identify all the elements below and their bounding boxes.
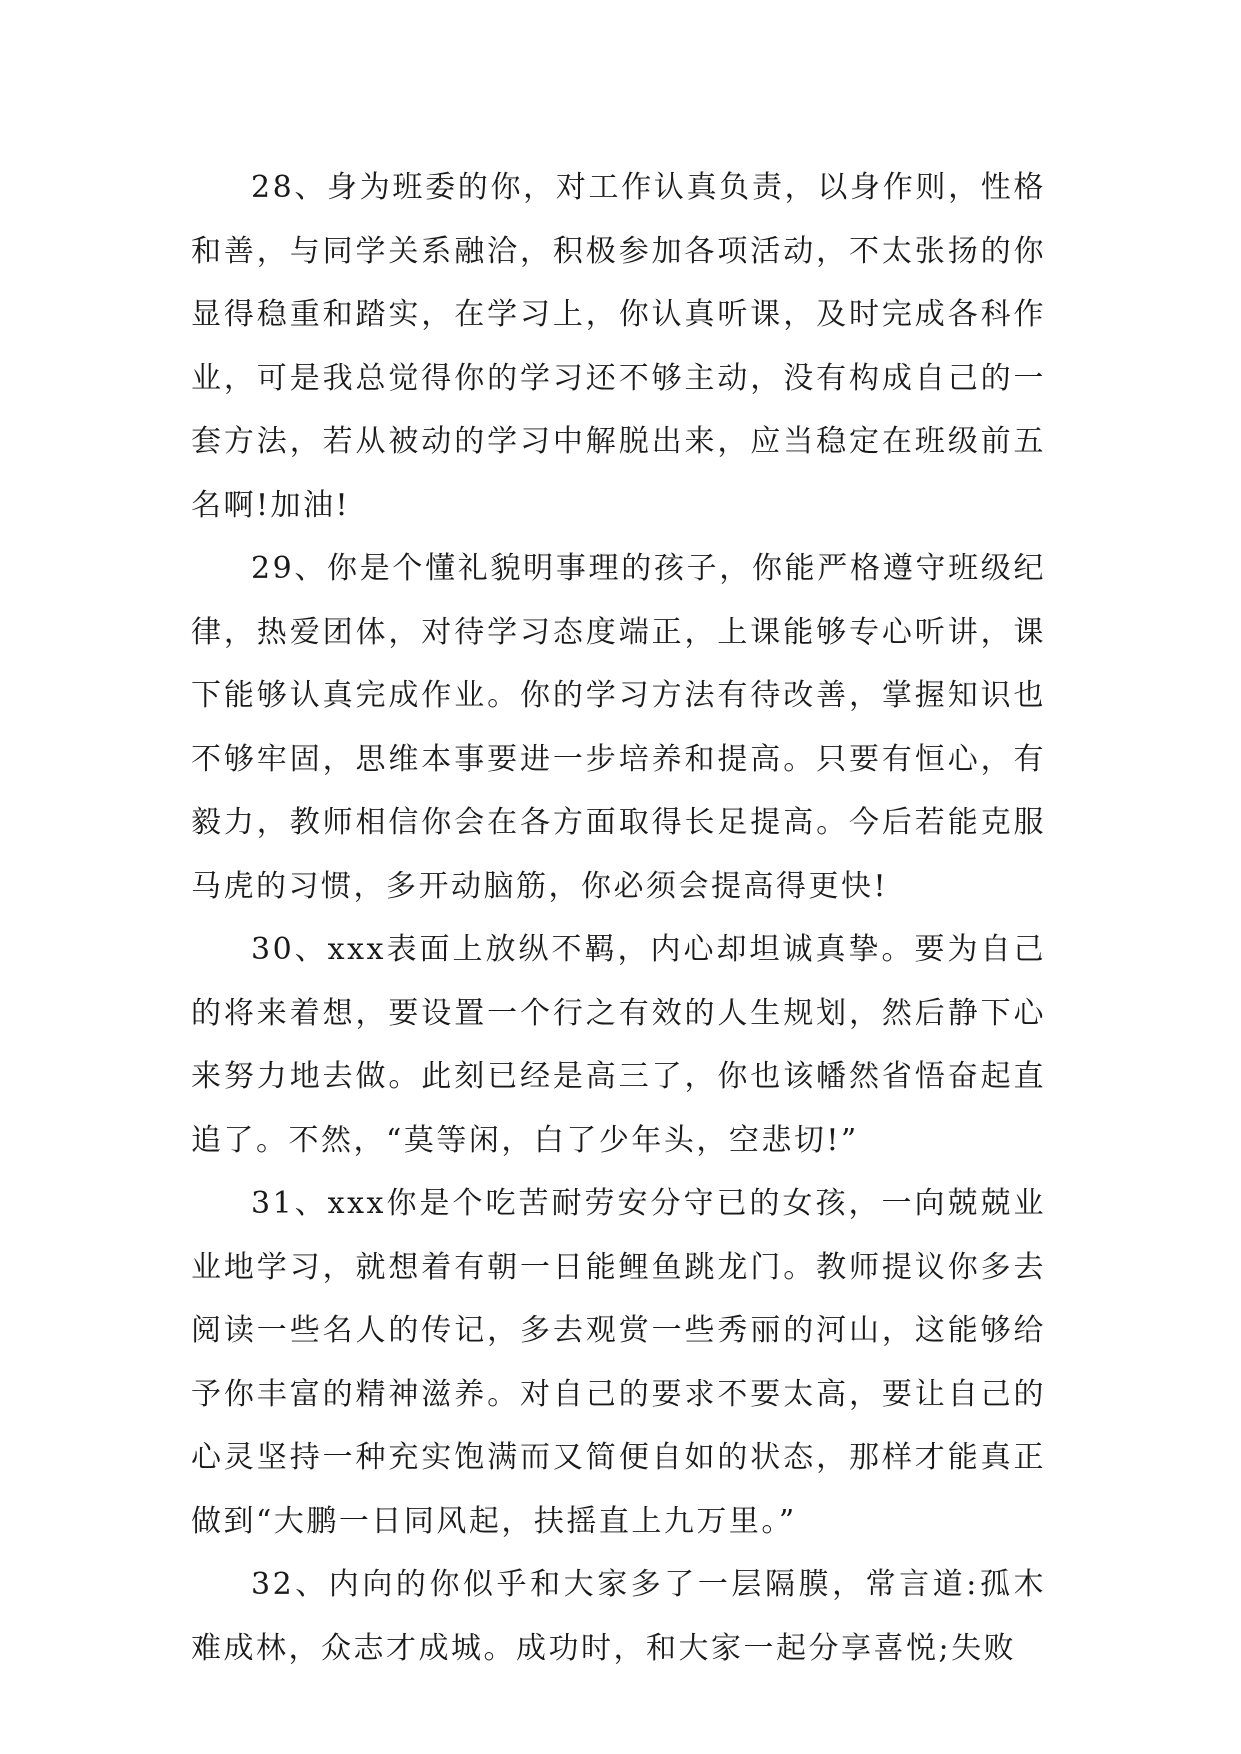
document-body (191, 156, 1046, 1680)
paragraph-31: 31、xxx你是个吃苦耐劳安分守已的女孩，一向兢兢业业地学习，就想着有朝一日能鲤鱼跳龙门。教师提议你多去阅读一些名人的传记，多去观赏一些秀丽的河山，这能够给予你丰富的精神滋养。对自己的要求不要太高，要让自己的心灵坚持一种充实饱满而又简便自如的状态，那样才能真正做到“大鹏一日同风起，扶摇直上九万里。” (191, 1186, 1046, 1539)
paragraph-29: 29、你是个懂礼貌明事理的孩子，你能严格遵守班级纪律，热爱团体，对待学习态度端正，上课能够专心听讲，课下能够认真完成作业。你的学习方法有待改善，掌握知识也不够牢固，思维本事要进一步培养和提高。只要有恒心，有毅力，教师相信你会在各方面取得长足提高。今后若能克服马虎的习惯，多开动脑筋，你必须会提高得更快! (191, 551, 1046, 904)
paragraph-32: 32、内向的你似乎和大家多了一层隔膜，常言道:孤木难成林，众志才成城。成功时，和大家一起分享喜悦;失败 (191, 1567, 1046, 1666)
paragraph-28: 28、身为班委的你，对工作认真负责，以身作则，性格和善，与同学关系融洽，积极参加各项活动，不太张扬的你显得稳重和踏实，在学习上，你认真听课，及时完成各科作业，可是我总觉得你的学习还不够主动，没有构成自己的一套方法，若从被动的学习中解脱出来，应当稳定在班级前五名啊!加油! (191, 170, 1046, 523)
paragraph-30: 30、xxx表面上放纵不羁，内心却坦诚真挚。要为自己的将来着想，要设置一个行之有效的人生规划，然后静下心来努力地去做。此刻已经是高三了，你也该幡然省悟奋起直追了。不然，“莫等闲，白了少年头，空悲切!” (191, 932, 1046, 1158)
